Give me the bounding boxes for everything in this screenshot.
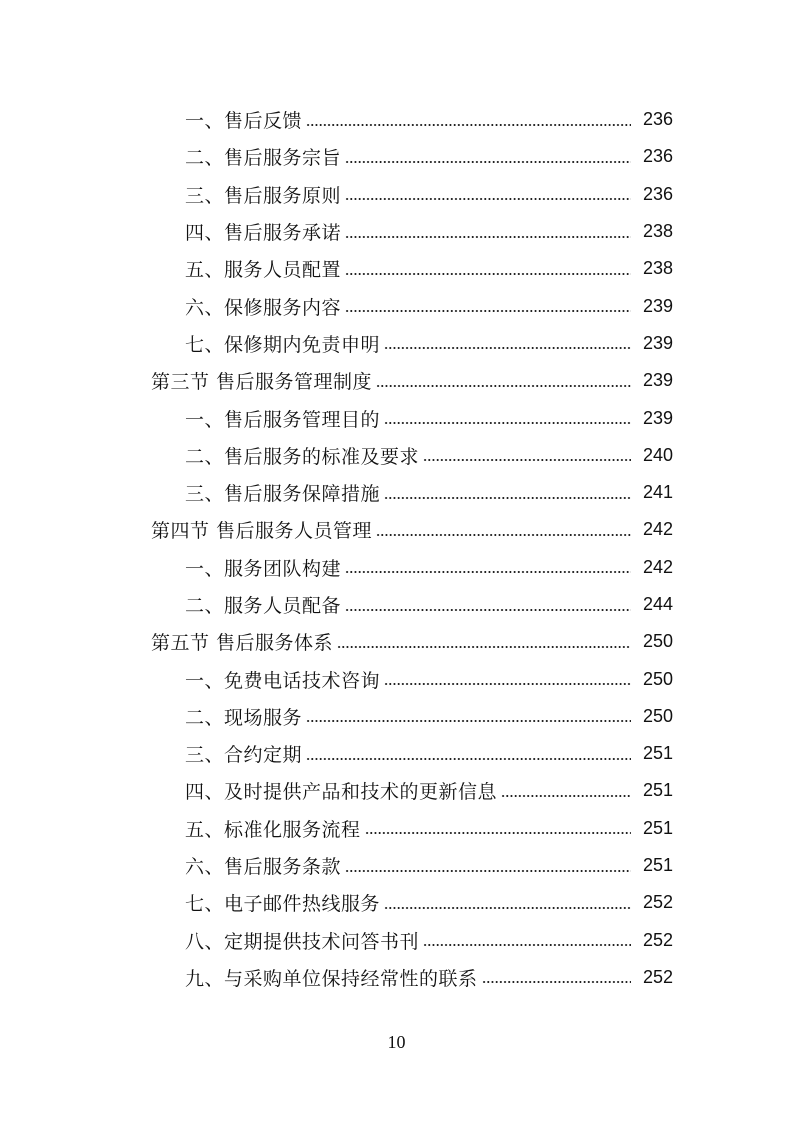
- toc-entry-title: 八、定期提供技术问答书刊: [185, 927, 421, 954]
- toc-dot-leader: [384, 678, 631, 690]
- toc-subsection-entry[interactable]: [0, 437, 793, 474]
- toc-entry-title: 三、合约定期: [185, 740, 304, 767]
- toc-dot-leader: [501, 790, 631, 802]
- toc-subsection-entry[interactable]: [0, 660, 793, 697]
- toc-entry-page-number: 251: [642, 743, 673, 764]
- toc-dot-leader: [345, 156, 631, 168]
- toc-entry-title: 三、售后服务保障措施: [185, 479, 382, 506]
- toc-entry-title: 四、售后服务承诺: [185, 218, 343, 245]
- toc-dot-leader: [345, 268, 631, 280]
- toc-entry-page-number: 239: [642, 332, 673, 353]
- toc-entry-page-number: 250: [642, 705, 673, 726]
- toc-dot-leader: [423, 939, 631, 951]
- toc-entry-title: 四、及时提供产品和技术的更新信息: [185, 777, 499, 804]
- toc-dot-leader: [376, 529, 631, 541]
- toc-dot-leader: [376, 380, 631, 392]
- toc-subsection-entry[interactable]: [0, 810, 793, 847]
- toc-entry-page-number: 239: [642, 370, 673, 391]
- toc-entry-title: 二、现场服务: [185, 703, 304, 730]
- toc-entry-title: 三、售后服务原则: [185, 181, 343, 208]
- toc-entry-page-number: 251: [642, 855, 673, 876]
- toc-entry-page-number: 252: [642, 929, 673, 950]
- toc-entry-title: 二、售后服务宗旨: [185, 143, 343, 170]
- toc-subsection-entry[interactable]: [0, 959, 793, 996]
- toc-subsection-entry[interactable]: [0, 735, 793, 772]
- table-of-contents: [0, 101, 793, 996]
- toc-entry-title: 五、标准化服务流程: [185, 815, 363, 842]
- toc-dot-leader: [306, 753, 631, 765]
- toc-dot-leader: [306, 715, 631, 727]
- toc-entry-page-number: 244: [642, 594, 673, 614]
- toc-entry-title: 一、售后反馈: [185, 106, 304, 133]
- toc-subsection-entry[interactable]: [0, 586, 793, 623]
- toc-entry-title: 第三节 售后服务管理制度: [151, 367, 374, 394]
- toc-subsection-entry[interactable]: [0, 101, 793, 138]
- toc-entry-page-number: 252: [642, 892, 673, 913]
- toc-dot-leader: [345, 231, 631, 243]
- toc-entry-page-number: 236: [642, 146, 673, 167]
- toc-subsection-entry[interactable]: [0, 772, 793, 809]
- toc-dot-leader: [306, 119, 631, 131]
- toc-entry-page-number: 242: [642, 519, 673, 540]
- toc-entry-page-number: 238: [642, 258, 673, 279]
- toc-subsection-entry[interactable]: [0, 474, 793, 511]
- toc-entry-title: 七、保修期内免责申明: [185, 330, 382, 357]
- toc-entry-title: 九、与采购单位保持经常性的联系: [185, 964, 480, 991]
- toc-subsection-entry[interactable]: [0, 250, 793, 287]
- toc-section-entry[interactable]: [0, 623, 793, 660]
- toc-dot-leader: [384, 342, 631, 354]
- toc-entry-title: 一、服务团队构建: [185, 554, 343, 581]
- toc-dot-leader: [345, 604, 631, 616]
- toc-subsection-entry[interactable]: [0, 399, 793, 436]
- toc-entry-page-number: 239: [642, 407, 673, 428]
- toc-entry-title: 一、免费电话技术咨询: [185, 666, 382, 693]
- toc-subsection-entry[interactable]: [0, 325, 793, 362]
- toc-dot-leader: [345, 566, 631, 578]
- page-number: 10: [387, 1032, 406, 1052]
- toc-dot-leader: [345, 865, 631, 877]
- toc-section-entry[interactable]: [0, 362, 793, 399]
- toc-dot-leader: [482, 976, 631, 988]
- toc-entry-title: 二、服务人员配备: [185, 591, 343, 618]
- toc-dot-leader: [384, 492, 631, 504]
- toc-subsection-entry[interactable]: [0, 698, 793, 735]
- toc-entry-page-number: 236: [642, 183, 673, 204]
- toc-entry-title: 二、售后服务的标准及要求: [185, 442, 421, 469]
- toc-entry-page-number: 241: [642, 482, 673, 503]
- toc-subsection-entry[interactable]: [0, 176, 793, 213]
- toc-subsection-entry[interactable]: [0, 549, 793, 586]
- toc-dot-leader: [365, 827, 631, 839]
- toc-entry-page-number: 236: [642, 109, 673, 130]
- toc-entry-title: 第五节 售后服务体系: [151, 628, 335, 655]
- toc-entry-page-number: 251: [642, 817, 673, 838]
- toc-subsection-entry[interactable]: [0, 884, 793, 921]
- toc-entry-title: 七、电子邮件热线服务: [185, 889, 382, 916]
- toc-entry-page-number: 238: [642, 221, 673, 242]
- toc-entry-title: 五、服务人员配置: [185, 255, 343, 282]
- toc-subsection-entry[interactable]: [0, 287, 793, 324]
- toc-subsection-entry[interactable]: [0, 213, 793, 250]
- toc-dot-leader: [384, 902, 631, 914]
- toc-entry-page-number: 250: [642, 631, 673, 652]
- toc-entry-page-number: 250: [642, 668, 673, 689]
- toc-entry-page-number: 242: [642, 556, 673, 577]
- toc-subsection-entry[interactable]: [0, 847, 793, 884]
- toc-entry-page-number: 252: [642, 966, 673, 987]
- toc-dot-leader: [423, 454, 631, 466]
- toc-entry-page-number: 240: [642, 444, 673, 465]
- toc-entry-page-number: 239: [642, 295, 673, 316]
- toc-section-entry[interactable]: [0, 511, 793, 548]
- toc-subsection-entry[interactable]: [0, 922, 793, 959]
- toc-entry-title: 六、保修服务内容: [185, 293, 343, 320]
- toc-entry-title: 六、售后服务条款: [185, 852, 343, 879]
- toc-entry-page-number: 251: [642, 780, 673, 801]
- toc-subsection-entry[interactable]: [0, 138, 793, 175]
- toc-dot-leader: [345, 193, 631, 205]
- toc-dot-leader: [384, 417, 631, 429]
- toc-entry-title: 一、售后服务管理目的: [185, 405, 382, 432]
- toc-dot-leader: [345, 305, 631, 317]
- toc-entry-title: 第四节 售后服务人员管理: [151, 516, 374, 543]
- toc-dot-leader: [337, 641, 631, 653]
